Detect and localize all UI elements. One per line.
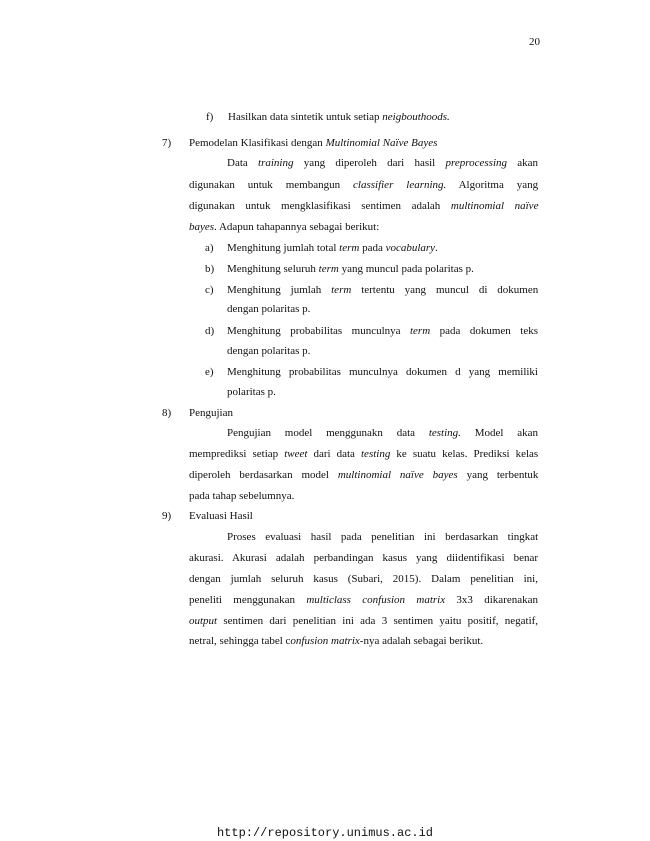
list-item-f: Hasilkan data sintetik untuk setiap neigbouthoods. bbox=[228, 111, 450, 123]
list-item-b: Menghitung seluruh term yang muncul pada polaritas p. bbox=[227, 263, 474, 275]
section-7-para-line-4: bayes. Adapun tahapannya sebagai berikut: bbox=[189, 221, 380, 233]
section-7-number: 7) bbox=[162, 137, 172, 149]
page-number: 20 bbox=[529, 36, 540, 48]
footer-url: http://repository.unimus.ac.id bbox=[216, 826, 434, 840]
section-7-para-line-3: digunakan untuk mengklasifikasi sentimen adalah multinomial naïve bbox=[189, 200, 539, 212]
section-8-heading: Pengujian bbox=[189, 407, 233, 419]
section-7-para-line-2: digunakan untuk membangun classifier learning. Algoritma yang bbox=[189, 179, 539, 191]
section-7-para-line-1: Data training yang diperoleh dari hasil preprocessing akan bbox=[227, 157, 539, 169]
list-item-a: Menghitung jumlah total term pada vocabulary. bbox=[227, 242, 438, 254]
list-item-d-line-2: dengan polaritas p. bbox=[227, 345, 311, 357]
section-8-para-line-3: diperoleh berdasarkan model multinomial naïve bayes yang terbentuk bbox=[189, 469, 539, 481]
section-8-para-line-1: Pengujian model menggunakn data testing. Model akan bbox=[227, 427, 538, 439]
section-9-para-line-3: dengan jumlah seluruh kasus (Subari, 2015). Dalam penelitian ini, bbox=[189, 573, 538, 585]
section-7-heading: Pemodelan Klasifikasi dengan Multinomial Naïve Bayes bbox=[189, 137, 438, 149]
section-9-para-line-4: peneliti menggunakan multiclass confusion matrix 3x3 dikarenakan bbox=[189, 594, 539, 606]
section-8-para-line-2: memprediksi setiap tweet dari data testing ke suatu kelas. Prediksi kelas bbox=[189, 448, 539, 460]
list-marker-f: f) bbox=[206, 111, 214, 123]
section-9-para-line-5: output sentimen dari penelitian ini ada 3 sentimen yaitu positif, negatif, bbox=[189, 615, 539, 627]
section-9-para-line-2: akurasi. Akurasi adalah perbandingan kasus yang diidentifikasi benar bbox=[189, 552, 538, 564]
section-8-para-line-4: pada tahap sebelumnya. bbox=[189, 490, 295, 502]
list-marker-a: a) bbox=[205, 242, 214, 254]
section-9-para-line-1: Proses evaluasi hasil pada penelitian ini berdasarkan tingkat bbox=[227, 531, 539, 543]
list-item-e-line-1: Menghitung probabilitas munculnya dokumen d yang memiliki bbox=[227, 366, 538, 378]
list-marker-c: c) bbox=[205, 284, 214, 296]
list-item-e-line-2: polaritas p. bbox=[227, 386, 276, 398]
list-item-d-line-1: Menghitung probabilitas munculnya term pada dokumen teks bbox=[227, 325, 538, 337]
list-item-c-line-1: Menghitung jumlah term tertentu yang muncul di dokumen bbox=[227, 284, 539, 296]
section-8-number: 8) bbox=[162, 407, 172, 419]
section-9-number: 9) bbox=[162, 510, 172, 522]
section-9-para-line-6: netral, sehingga tabel confusion matrix-nya adalah sebagai berikut. bbox=[189, 635, 484, 647]
list-marker-e: e) bbox=[205, 366, 214, 378]
section-9-heading: Evaluasi Hasil bbox=[189, 510, 253, 522]
list-item-c-line-2: dengan polaritas p. bbox=[227, 303, 311, 315]
list-marker-d: d) bbox=[205, 325, 215, 337]
list-marker-b: b) bbox=[205, 263, 215, 275]
